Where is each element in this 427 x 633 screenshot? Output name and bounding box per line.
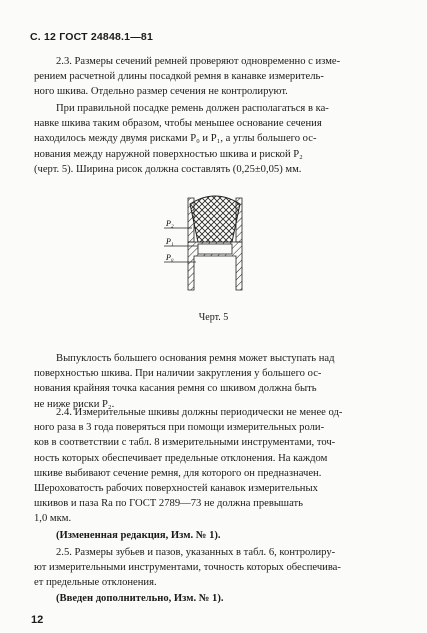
text-line: Выпуклость большего основания ремня может выступать над <box>56 353 335 364</box>
text-line: (Измененная редакция, Изм. № 1). <box>56 530 221 541</box>
text-line: (черт. 5). Ширина рисок должна составлять (0,25±0,05) мм. <box>34 163 302 175</box>
groove-bottom <box>198 244 232 254</box>
text-line: ность которых обеспечивает предельные отклонения. На каждом <box>34 452 328 464</box>
page-header: С. 12 ГОСТ 24848.1—81 <box>30 31 153 43</box>
text-line: рением расчетной длины посадкой ремня в канавке измеритель- <box>34 71 324 83</box>
text-line: 1,0 мкм. <box>34 513 72 525</box>
text-line: При правильной посадке ремень должен располагаться в ка- <box>56 103 329 114</box>
label-p2: P₂ <box>166 219 174 228</box>
text-line: Шероховатость рабочих поверхностей канавок измерительных <box>34 483 318 495</box>
figure-belt-groove <box>160 186 270 298</box>
text-line: шкиве выбивают сечение ремня, для которого он предназначен. <box>34 467 322 479</box>
text-line: ют измерительными инструментами, точность которых обеспечива- <box>34 562 341 574</box>
paragraph-fit <box>34 101 400 177</box>
figure-caption: Черт. 5 <box>198 312 229 323</box>
text-line: 2.4. Измерительные шкивы должны периодически не менее од- <box>56 407 343 418</box>
text-line: навке шкива таким образом, чтобы меньшее основание сечения <box>34 118 322 130</box>
amendment-note-2 <box>34 591 334 606</box>
text-line: нования между наружной поверхностью шкива и риской P₂ <box>34 148 303 160</box>
text-line: (Введен дополнительно, Изм. № 1). <box>56 593 224 604</box>
belt-section <box>190 196 240 242</box>
paragraph-convexity <box>34 351 400 412</box>
text-line: ков в соответствии с табл. 8 измерительными инструментами, точ- <box>34 437 336 449</box>
text-line: не ниже риски P₂. <box>34 398 115 410</box>
paragraph-2-3 <box>34 54 400 100</box>
text-line: шкивов и паза Ra по ГОСТ 2789—73 не должна превышать <box>34 498 303 510</box>
page-number: 12 <box>31 614 44 626</box>
amendment-note-1 <box>34 528 400 543</box>
paragraph-2-5 <box>34 545 400 591</box>
label-p1: P₁ <box>166 237 174 246</box>
text-line: ного шкива. Отдельно размер сечения не контролируют. <box>34 86 288 98</box>
text-line: нования крайняя точка касания ремня со шкивом должна быть <box>34 383 317 395</box>
paragraph-2-4 <box>34 405 400 527</box>
text-line: ного раза в 3 года поверяться при помощи измерительных роли- <box>34 422 325 434</box>
text-line: ет предельные отклонения. <box>34 577 157 589</box>
text-line: 2.5. Размеры зубьев и пазов, указанных в табл. 6, контролиру- <box>56 547 336 558</box>
text-line: поверхностью шкива. При наличии закругления у большего ос- <box>34 368 322 380</box>
label-p0: P₀ <box>166 253 174 262</box>
text-line: 2.3. Размеры сечений ремней проверяют одновременно с изме- <box>56 56 341 67</box>
text-line: находилось между двумя рисками P₀ и P₁, а углы большего ос- <box>34 133 317 145</box>
